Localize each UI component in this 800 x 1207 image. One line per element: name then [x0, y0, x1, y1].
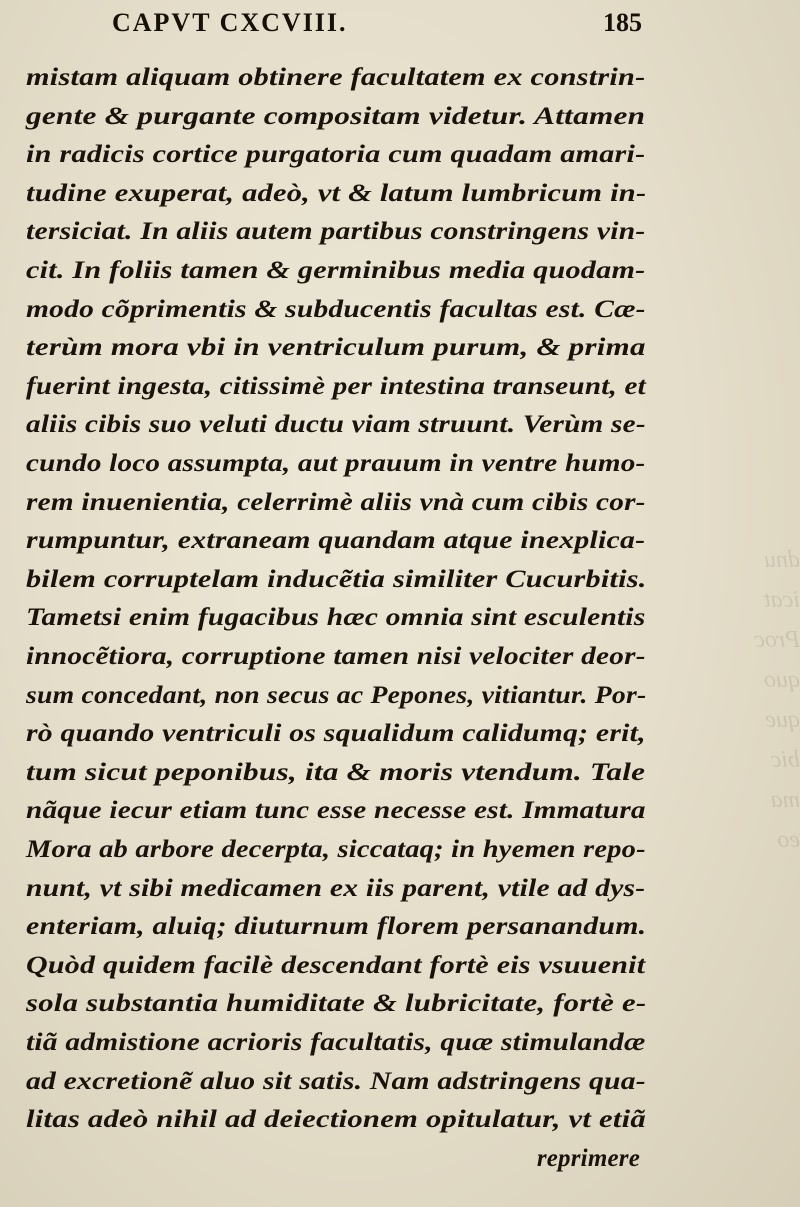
text-line: modo cõprimentis & subducentis facultas est. Cæ- [26, 295, 646, 323]
text-line: tudine exuperat, adeò, vt & latum lumbricum in- [26, 179, 647, 207]
catchword: reprimere [536, 1144, 640, 1172]
text-line: Tametsi enim fugacibus hæc omnia sint esculentis [26, 604, 646, 632]
text-line: Mora ab arbore decerpta, siccataq; in hyemen repo- [26, 836, 646, 863]
text-line: rumpuntur, extraneam quandam atque inexplica- [26, 527, 646, 555]
show-through-line: ma [770, 787, 800, 813]
text-line: tum sicut peponibus, ita & moris vtendum. Tale [26, 758, 646, 786]
show-through-line: quo [764, 667, 800, 693]
text-line: tiã admistione acrioris facultatis, quæ stimulandæ [26, 1029, 646, 1056]
show-through-line: eo [777, 827, 800, 853]
text-line: aliis cibis suo veluti ductu viam struunt. Verùm se- [26, 411, 646, 439]
text-line: tersiciat. In aliis autem partibus constringens vin- [26, 218, 646, 246]
text-line: rò quando ventriculi os squalidum calidumq; erit, [26, 720, 646, 748]
show-through-line: dnu [764, 547, 800, 573]
text-line: in radicis cortice purgatoria cum quadam amari- [26, 141, 646, 169]
text-line: innocẽtiora, corruptione tamen nisi velociter deor- [26, 643, 646, 670]
text-line: litas adeò nihil ad deiectionem opitulatur, vt etiã [26, 1106, 646, 1134]
text-line: Quòd quidem facilè descendant fortè eis vsuuenit [26, 951, 646, 979]
running-head: CAPVT CXCVIII. [112, 8, 348, 37]
text-line: cundo loco assumpta, aut prauum in ventre humo- [26, 450, 646, 477]
text-line: nãque iecur etiam tunc esse necesse est. Immatura [26, 797, 646, 825]
text-line: cit. In foliis tamen & germinibus media quodam- [26, 257, 646, 284]
show-through-line: Proc [754, 627, 800, 653]
page-number: 185 [603, 8, 642, 37]
text-line: fuerint ingesta, citissimè per intestina transeunt, et [26, 372, 646, 400]
text-line: nunt, vt sibi medicamen ex iis parent, vtile ad dys- [26, 874, 646, 902]
text-line: sola substantia humiditate & lubricitate, fortè e- [26, 990, 647, 1018]
text-line: mistam aliquam obtinere facultatem ex constrin- [26, 64, 646, 91]
text-line: ad excretionẽ aluo sit satis. Nam adstringens qua- [26, 1067, 646, 1095]
text-line: terùm mora vbi in ventriculum purum, & prima [26, 334, 646, 362]
text-line: enteriam, aluiq; diuturnum florem persanandum. [26, 913, 647, 941]
text-line: rem inuenientia, celerrimè aliis vnà cum cibis cor- [26, 488, 646, 516]
text-line: bilem corruptelam inducẽtia similiter Cucurbitis. [26, 565, 647, 593]
show-through-line: icat [764, 587, 800, 613]
show-through-line: bic [770, 747, 800, 773]
text-line: sum concedant, non secus ac Pepones, vitiantur. Por- [26, 681, 647, 709]
text-line: gente & purgante compositam videtur. Attamen [26, 102, 646, 130]
show-through-line: que [765, 707, 800, 733]
